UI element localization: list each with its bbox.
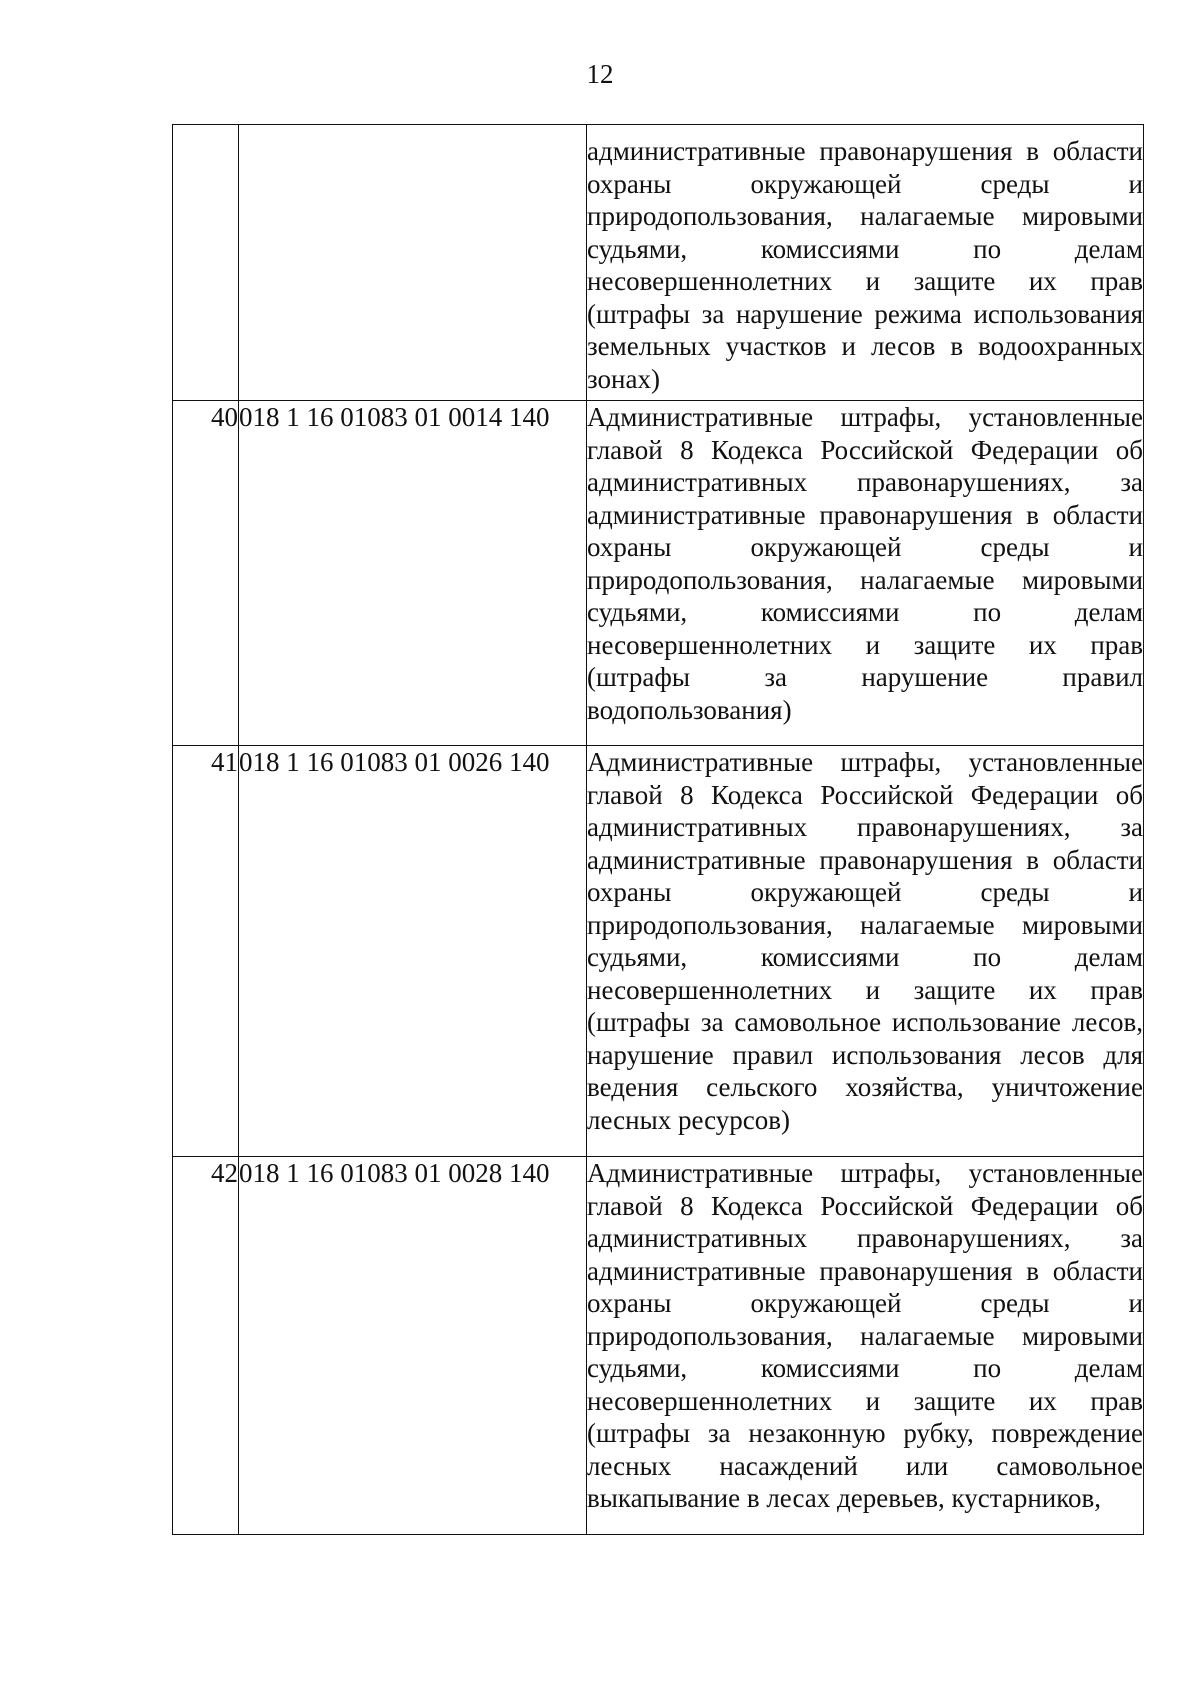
row-number: 40 <box>173 401 239 746</box>
fines-table <box>172 124 1144 1535</box>
row-number: 41 <box>173 746 239 1157</box>
fine-description <box>587 1157 1144 1535</box>
fine-description <box>587 746 1144 1157</box>
table-row <box>173 125 1144 401</box>
fine-description-text: административные правонарушения в области охраны окружающей среды и природопользования, налагаемые мировыми судьями, комиссиями по делам несовершеннолетних и защите их прав (штрафы за нарушение режима использования земельных участков и лесов в водоохранных зонах) <box>587 136 1143 394</box>
budget-code: 018 1 16 01083 01 0028 140 <box>239 1157 587 1535</box>
fine-description-text: Административные штрафы, установленные главой 8 Кодекса Российской Федерации об административных правонарушениях, за административные правонарушения в области охраны окружающей среды и природопользования, налагаемые мировыми судьями, комиссиями по делам несовершеннолетних и защите их прав (штрафы за нарушение правил водопользования) <box>587 402 1143 725</box>
budget-code <box>239 125 587 401</box>
fine-description-text: Административные штрафы, установленные главой 8 Кодекса Российской Федерации об административных правонарушениях, за административные правонарушения в области охраны окружающей среды и природопользования, налагаемые мировыми судьями, комиссиями по делам несовершеннолетних и защите их прав (штрафы за незаконную рубку, повреждение лесных насаждений или самовольное выкапывание в лесах деревьев, кустарников, <box>587 1158 1143 1513</box>
budget-code: 018 1 16 01083 01 0026 140 <box>239 746 587 1157</box>
row-number: 42 <box>173 1157 239 1535</box>
row-number <box>173 125 239 401</box>
budget-code: 018 1 16 01083 01 0014 140 <box>239 401 587 746</box>
table-row <box>173 401 1144 746</box>
fine-description <box>587 125 1144 401</box>
page-number: 12 <box>586 59 614 89</box>
fine-description-text: Административные штрафы, установленные главой 8 Кодекса Российской Федерации об административных правонарушениях, за административные правонарушения в области охраны окружающей среды и природопользования, налагаемые мировыми судьями, комиссиями по делам несовершеннолетних и защите их прав (штрафы за самовольное использование лесов, нарушение правил использования лесов для ведения сельского хозяйства, уничтожение лесных ресурсов) <box>587 747 1143 1135</box>
table-row <box>173 1157 1144 1535</box>
table-row <box>173 746 1144 1157</box>
fine-description <box>587 401 1144 746</box>
